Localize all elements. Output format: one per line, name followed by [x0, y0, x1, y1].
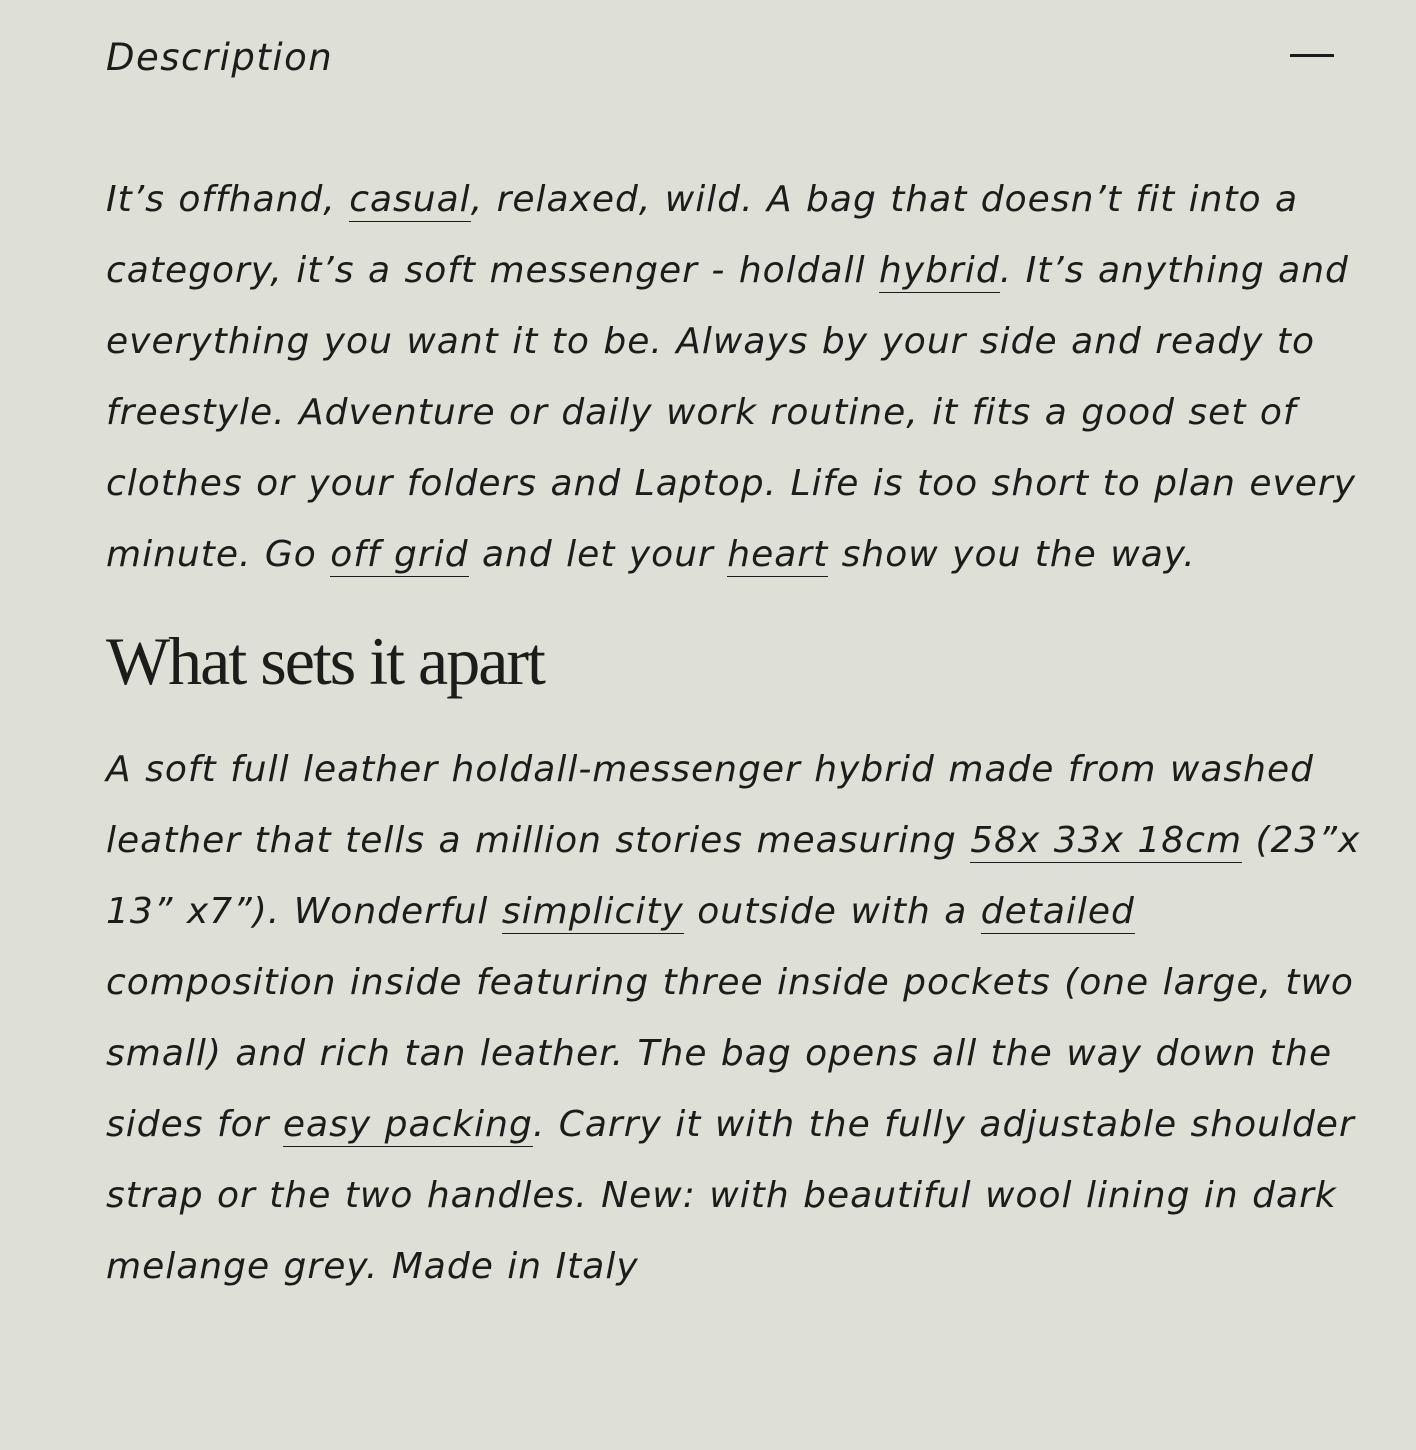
accordion-content — [106, 164, 1368, 1302]
features-text: outside with a — [683, 891, 981, 932]
link-off-grid[interactable]: off grid — [330, 534, 469, 575]
features-paragraph — [106, 734, 1368, 1302]
link-detailed[interactable]: detailed — [980, 891, 1135, 932]
link-dimensions[interactable]: 58x 33x 18cm — [970, 820, 1243, 861]
link-heart[interactable]: heart — [727, 534, 829, 575]
description-accordion-header[interactable] — [106, 30, 1336, 90]
link-simplicity[interactable]: simplicity — [501, 891, 684, 932]
link-casual[interactable]: casual — [349, 179, 471, 220]
section-heading: What sets it apart — [106, 623, 544, 699]
description-text: . It’s anything and everything you want it to be. Always by your side and ready to freestyle. Adventure or daily work routine, it fits a good set of clothes or your folders and Laptop. Life is too short to plan every minute. Go — [106, 250, 1357, 575]
link-easy-packing[interactable]: easy packing — [282, 1104, 533, 1145]
link-hybrid[interactable]: hybrid — [879, 250, 1000, 291]
description-text: It’s offhand, — [106, 179, 350, 220]
description-text: , relaxed, wild. A bag that doesn’t fit into a category, it’s a soft messenger - holdall — [106, 179, 1299, 291]
description-text: show you the way. — [828, 534, 1196, 575]
features-text: . Carry it with the fully adjustable shoulder strap or the two handles. New: with beautiful wool lining in dark melange grey. Made in Italy — [106, 1104, 1355, 1287]
minus-icon[interactable] — [1290, 54, 1334, 57]
description-text: and let your — [468, 534, 728, 575]
features-text: A soft full leather holdall-messenger hybrid made from washed leather that tells a million stories measuring — [106, 749, 1314, 861]
accordion-title: Description — [106, 36, 334, 79]
description-paragraph — [106, 164, 1368, 590]
features-text: composition inside featuring three inside pockets (one large, two small) and rich tan leather. The bag opens all the way down the sides for — [106, 962, 1354, 1145]
features-text: (23”x 13” x7”). Wonderful — [106, 820, 1361, 932]
